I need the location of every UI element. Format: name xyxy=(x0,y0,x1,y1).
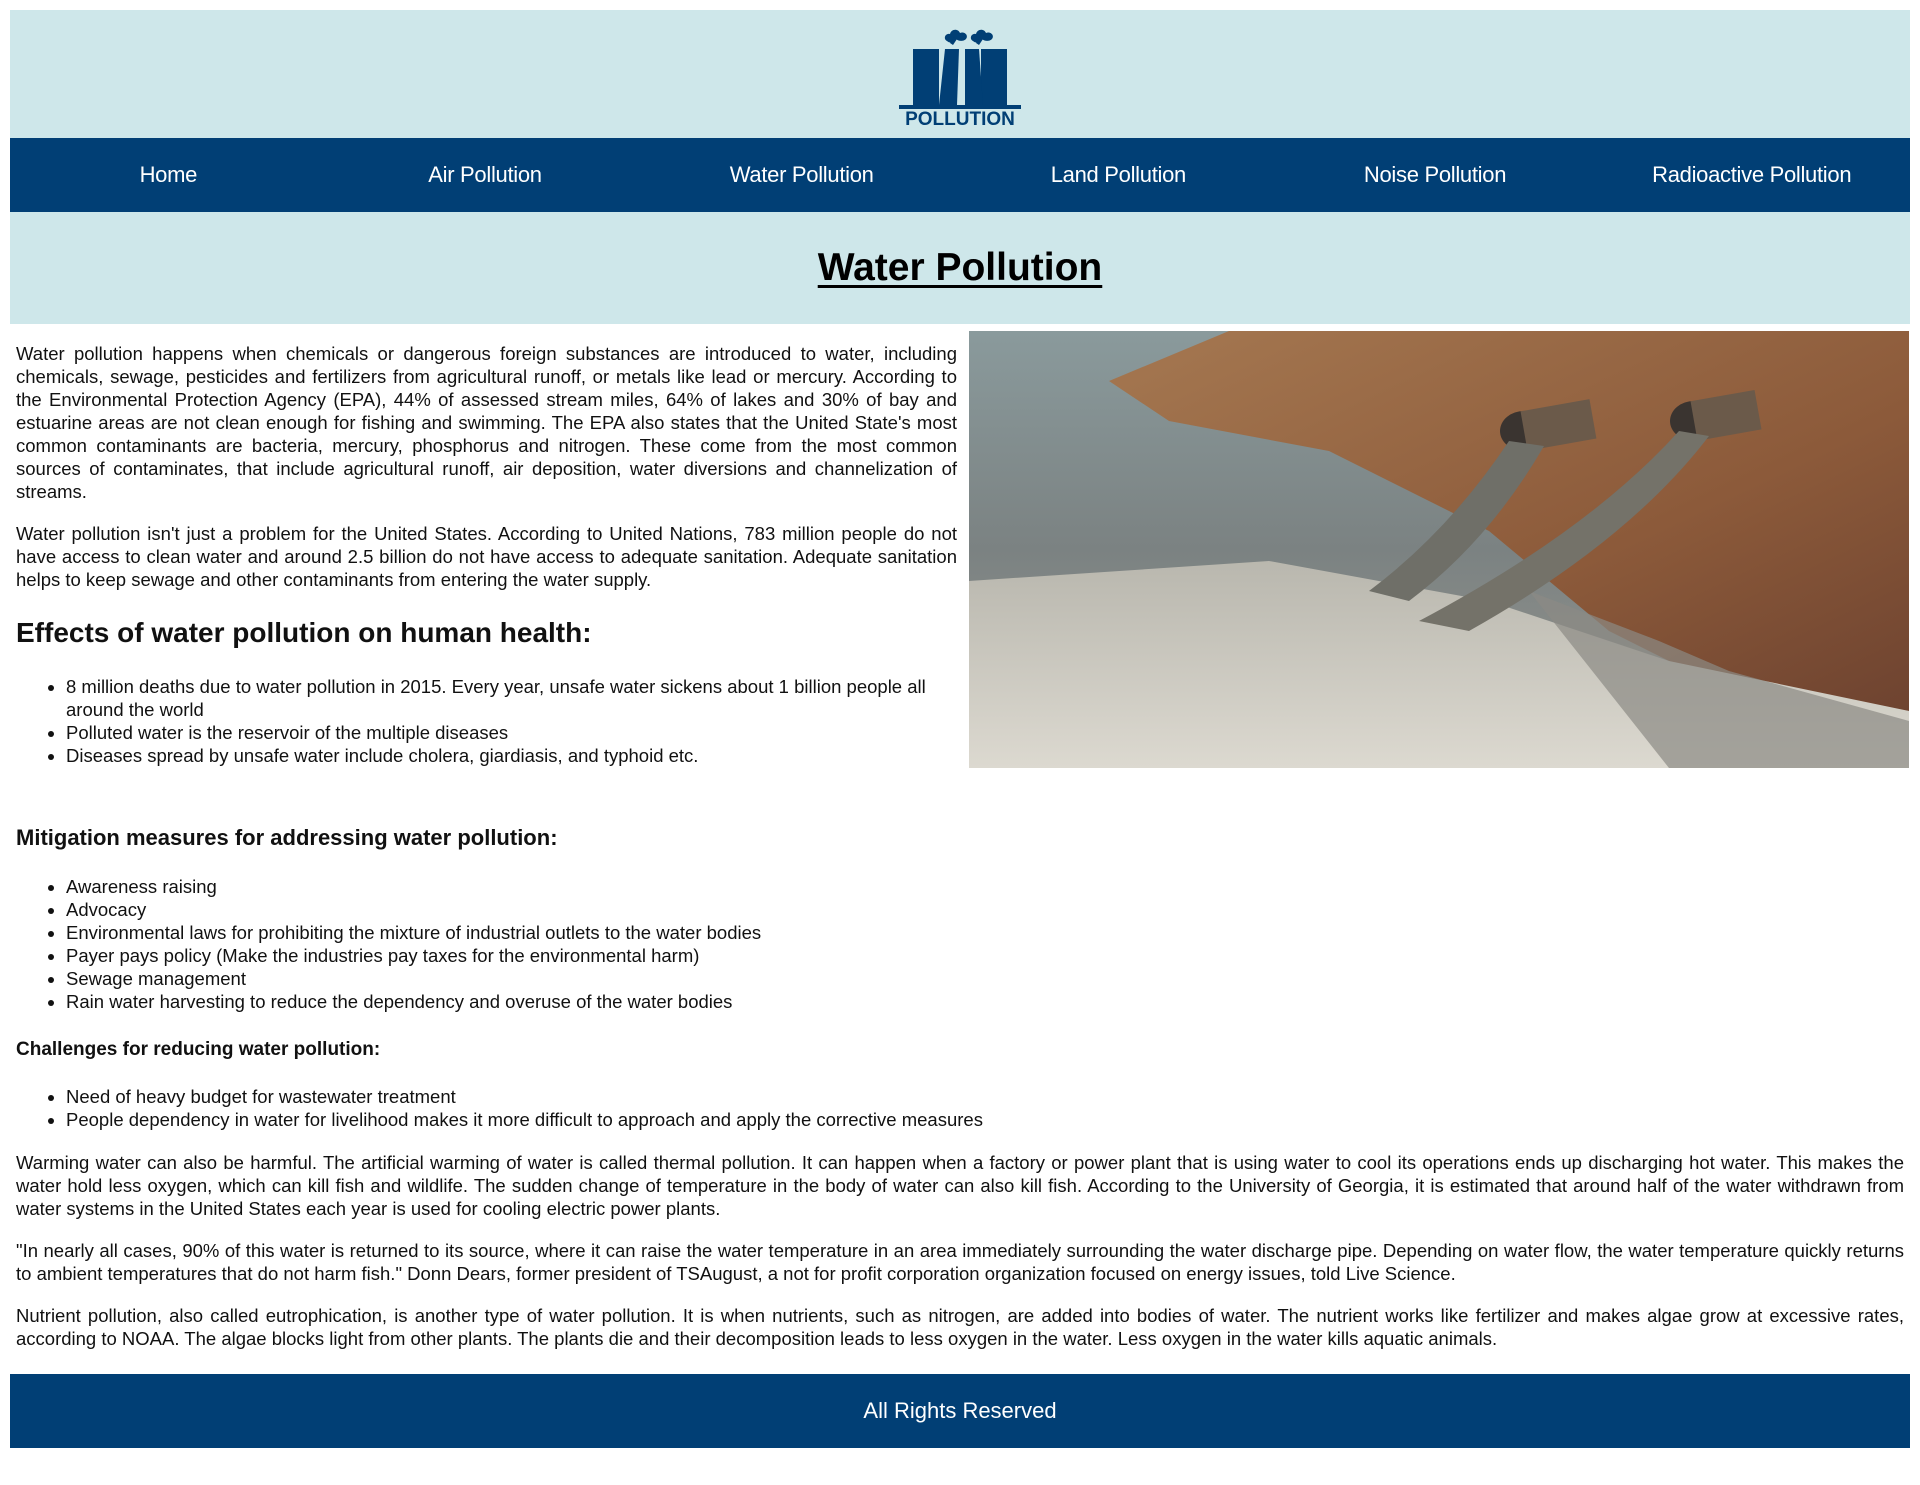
mitigation-list xyxy=(16,875,1904,1013)
hero-image-polluted-pipes xyxy=(969,331,1909,768)
list-item: • Awareness raising xyxy=(66,875,1904,898)
footer-text: All Rights Reserved xyxy=(863,1398,1057,1423)
list-item: • Polluted water is the reservoir of the multiple diseases xyxy=(66,721,1904,744)
list-item: • Diseases spread by unsafe water include cholera, giardiasis, and typhoid etc. xyxy=(66,744,1904,767)
list-item: • Rain water harvesting to reduce the dependency and overuse of the water bodies xyxy=(66,990,1904,1013)
logo-header xyxy=(10,10,1910,138)
nav-home[interactable]: Home xyxy=(139,162,198,187)
list-item: • Environmental laws for prohibiting the mixture of industrial outlets to the water bodies xyxy=(66,921,1904,944)
effects-heading: Effects of water pollution on human health: xyxy=(16,617,592,648)
challenges-list xyxy=(16,1085,1904,1131)
footer xyxy=(10,1374,1910,1448)
nav-land-pollution[interactable]: Land Pollution xyxy=(1050,162,1186,187)
intro-paragraph-1: Water pollution happens when chemicals or dangerous foreign substances are introduced to water, including chemicals, sewage, pesticides and fertilizers from agricultural runoff, or metals like lead or mercury. According to the Environmental Protection Agency (EPA), 44% of assessed stream miles, 64% of lakes and 30% of bay and estuarine areas are not clean enough for fishing and swimming. The EPA also states that the United State's most common contaminants are bacteria, mercury, phosphorus and nitrogen. These come from the most common sources of contaminates, that include agricultural runoff, air deposition, water diversions and channelization of streams. xyxy=(16,343,957,502)
quote-paragraph: "In nearly all cases, 90% of this water is returned to its source, where it can raise the water temperature in an area immediately surrounding the water discharge pipe. Depending on water flow, the water temperature quickly returns to ambient temperatures that do not harm fish." Donn Dears, former president of TSAugust, a not for profit corporation organization focused on energy issues, told Live Science. xyxy=(16,1240,1904,1284)
mitigation-heading: Mitigation measures for addressing water pollution: xyxy=(16,825,558,850)
intro-paragraph-2: Water pollution isn't just a problem for the United States. According to United Nations, 783 million people do not have access to clean water and around 2.5 billion do not have access to adequate sanitation. Adequate sanitation helps to keep sewage and other contaminants from entering the water supply. xyxy=(16,523,957,590)
nav-noise-pollution[interactable]: Noise Pollution xyxy=(1363,162,1507,187)
challenges-heading: Challenges for reducing water pollution: xyxy=(16,1039,381,1060)
list-item: • 8 million deaths due to water pollution in 2015. Every year, unsafe water sickens about 1 billion people all around the world xyxy=(66,675,1904,721)
nav-air-pollution[interactable]: Air Pollution xyxy=(428,162,542,187)
title-band xyxy=(10,212,1910,324)
eutrophication-paragraph: Nutrient pollution, also called eutrophication, is another type of water pollution. It is when nutrients, such as nitrogen, are added into bodies of water. The nutrient works like fertilizer and makes algae grow at excessive rates, according to NOAA. The algae blocks light from other plants. The plants die and their decomposition leads to less oxygen in the water. Less oxygen in the water kills aquatic animals. xyxy=(16,1305,1904,1349)
page-title: Water Pollution xyxy=(817,246,1103,289)
list-item: • Sewage management xyxy=(66,967,1904,990)
nav-radioactive-pollution[interactable]: Radioactive Pollution xyxy=(1652,162,1852,187)
nav-water-pollution[interactable]: Water Pollution xyxy=(729,162,874,187)
list-item: • Payer pays policy (Make the industries pay taxes for the environmental harm) xyxy=(66,944,1904,967)
list-item: • Need of heavy budget for wastewater treatment xyxy=(66,1085,1904,1108)
thermal-pollution-paragraph: Warming water can also be harmful. The artificial warming of water is called thermal pollution. It can happen when a factory or power plant that is using water to cool its operations ends up discharging hot water. This makes the water hold less oxygen, which can kill fish and wildlife. The sudden change of temperature in the body of water can also kill fish. According to the University of Georgia, it is estimated that around half of the water withdrawn from water systems in the United States each year is used for cooling electric power plants. xyxy=(16,1152,1904,1219)
list-item: • Advocacy xyxy=(66,898,1904,921)
page xyxy=(10,10,1910,1448)
factory-smokestacks-icon xyxy=(895,19,1025,129)
pollution-logo[interactable] xyxy=(895,19,1025,129)
svg-text:POLLUTION: POLLUTION xyxy=(905,109,1015,129)
list-item: • People dependency in water for livelihood makes it more difficult to approach and apply the corrective measures xyxy=(66,1108,1904,1131)
main-nav xyxy=(10,138,1910,212)
main-content xyxy=(10,324,1910,1350)
